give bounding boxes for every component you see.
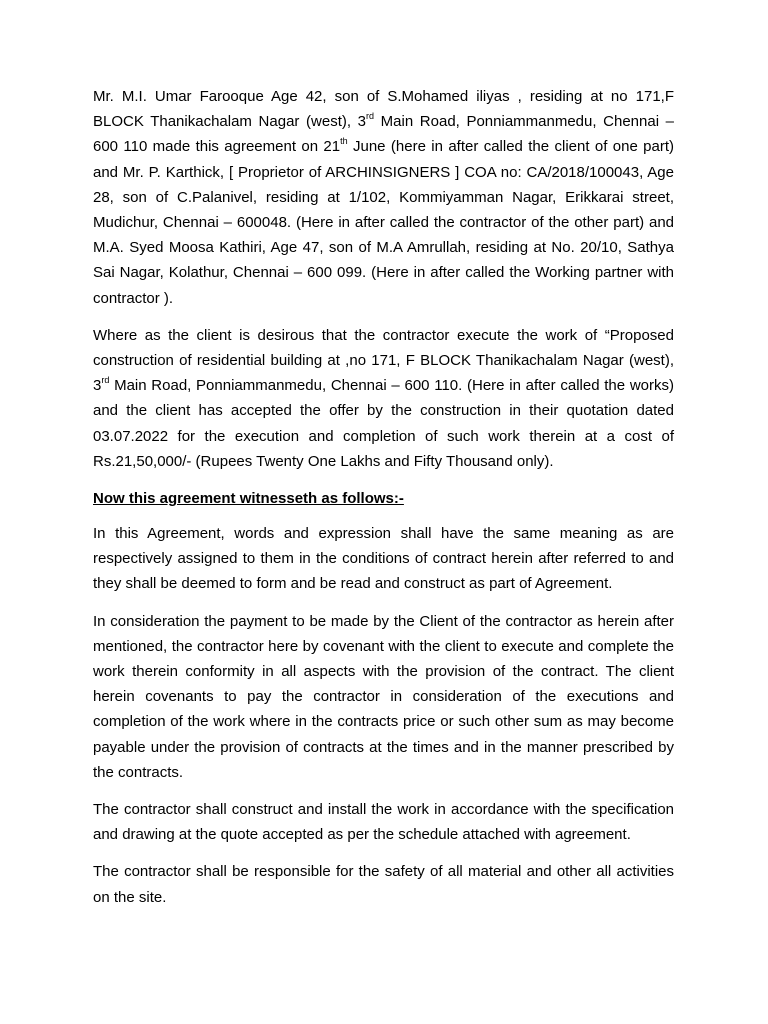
parties-text-2: Main Road, Ponniammanmedu, Chennai – 600 110 made this agreement on 21 bbox=[93, 113, 674, 156]
document-page bbox=[93, 84, 674, 922]
parties-text-3: June (here in after called the client of one part) and Mr. P. Karthick, [ Proprietor of ARCHINSIGNERS ] COA no: CA/2018/100043, Age 28, son of C.Palanivel, residing at 1/102, Kommiyamman Nagar, Erikkarai street, Mudichur, Chennai – 600048. (Here in after called the contractor of the other part) and M.A. Syed Moosa Kathiri, Age 47, son of M.A Amrullah, residing at No. 20/10, Sathya Sai Nagar, Kolathur, Chennai – 600 099. (Here in after called the Working partner with contractor ). bbox=[93, 138, 674, 307]
parties-paragraph bbox=[93, 84, 674, 311]
safety-paragraph: The contractor shall be responsible for the safety of all material and other all activities on the site. bbox=[93, 863, 674, 906]
consideration-paragraph: In consideration the payment to be made by the Client of the contractor as herein after mentioned, the contractor here by covenant with the client to execute and complete the work therein conformity in all aspects with the provision of the contract. The client herein covenants to pay the contractor in consideration of the executions and completion of the work where in the contracts price or such other sum as may become payable under the provision of contracts at the times and in the manner prescribed by the contracts. bbox=[93, 612, 674, 781]
ordinal-suffix: th bbox=[340, 136, 348, 147]
parties-text-1: Mr. M.I. Umar Farooque Age 42, son of S.Mohamed iliyas , residing at no 171,F BLOCK Thanikachalam Nagar (west), 3 bbox=[93, 88, 674, 131]
ordinal-suffix: rd bbox=[101, 375, 110, 386]
recital-paragraph bbox=[93, 323, 674, 474]
construction-paragraph: The contractor shall construct and install the work in accordance with the specification and drawing at the quote accepted as per the schedule attached with agreement. bbox=[93, 801, 674, 844]
definitions-paragraph: In this Agreement, words and expression shall have the same meaning as are respectively assigned to them in the conditions of contract herein after referred to and they shall be deemed to form and be read and construct as part of Agreement. bbox=[93, 525, 674, 593]
ordinal-suffix: rd bbox=[366, 111, 375, 122]
recital-text-1: Where as the client is desirous that the contractor execute the work of “Proposed construction of residential building at ,no 171, F BLOCK Thanikachalam Nagar (west), 3 bbox=[93, 326, 674, 395]
section-heading: Now this agreement witnesseth as follows:- bbox=[93, 490, 404, 508]
recital-text-2: Main Road, Ponniammanmedu, Chennai – 600 110. (Here in after called the works) and the client has accepted the offer by the construction in their quotation dated 03.07.2022 for the execution and completion of such work therein at a cost of Rs.21,50,000/- (Rupees Twenty One Lakhs and Fifty Thousand only). bbox=[93, 377, 674, 470]
